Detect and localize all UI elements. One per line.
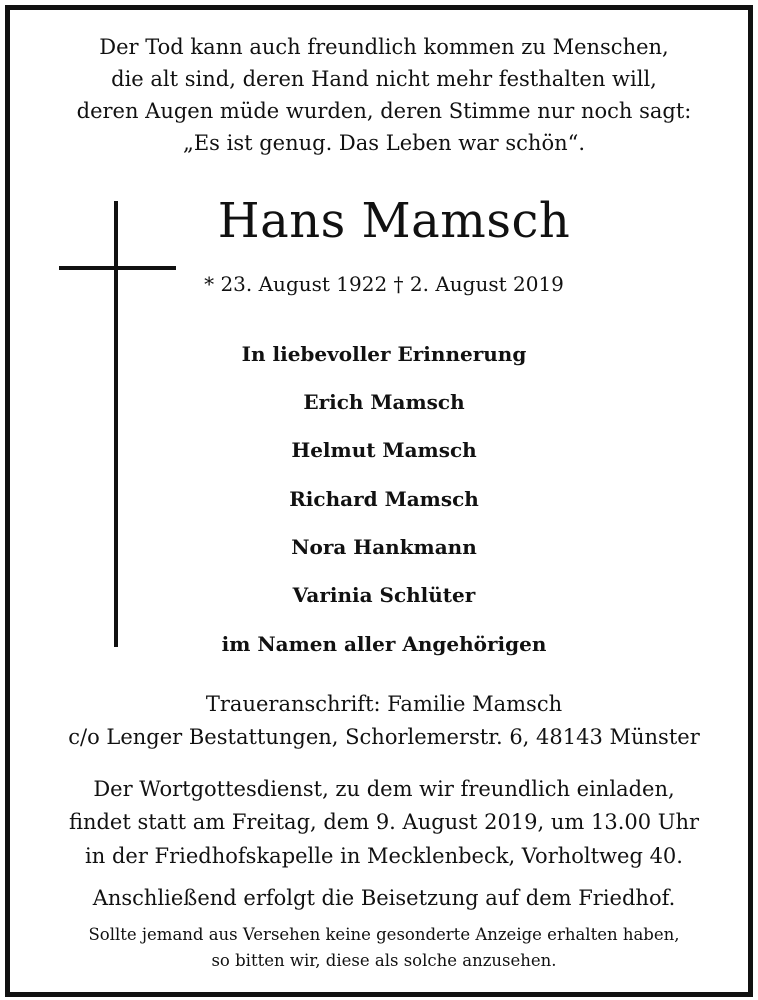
mourner-name: Varinia Schlüter xyxy=(292,583,476,607)
poem-line-3: deren Augen müde wurden, deren Stimme nur noch sagt: xyxy=(76,99,692,123)
service-line-2: findet statt am Freitag, dem 9. August 2019, um 13.00 Uhr xyxy=(68,810,700,834)
mourner-name: Erich Mamsch xyxy=(303,390,465,414)
address-line-2: c/o Lenger Bestattungen, Schorlemerstr. 6, 48143 Münster xyxy=(68,725,700,749)
notice-line-2: so bitten wir, diese als solche anzusehen. xyxy=(211,951,557,970)
poem-line-2: die alt sind, deren Hand nicht mehr festhalten will, xyxy=(111,67,657,91)
mourners-heading: In liebevoller Erinnerung xyxy=(241,342,527,366)
deceased-name: Hans Mamsch xyxy=(217,193,571,249)
mourner-name: Helmut Mamsch xyxy=(291,438,477,462)
address-line-1: Traueranschrift: Familie Mamsch xyxy=(205,692,563,716)
notice-line-1: Sollte jemand aus Versehen keine gesonderte Anzeige erhalten haben, xyxy=(88,925,680,944)
poem-line-4: „Es ist genug. Das Leben war schön“. xyxy=(182,131,586,155)
obituary-notice xyxy=(5,5,753,997)
cross-icon-bar xyxy=(59,266,176,270)
burial-info: Anschließend erfolgt die Beisetzung auf dem Friedhof. xyxy=(92,886,676,910)
mourner-name: Nora Hankmann xyxy=(291,535,477,559)
poem-line-1: Der Tod kann auch freundlich kommen zu Menschen, xyxy=(99,35,669,59)
service-line-3: in der Friedhofskapelle in Mecklenbeck, Vorholtweg 40. xyxy=(85,844,683,868)
mourner-name: Richard Mamsch xyxy=(289,487,479,511)
mourners-closing: im Namen aller Angehörigen xyxy=(221,632,547,656)
life-dates: * 23. August 1922 † 2. August 2019 xyxy=(204,272,564,296)
service-line-1: Der Wortgottesdienst, zu dem wir freundlich einladen, xyxy=(93,777,675,801)
